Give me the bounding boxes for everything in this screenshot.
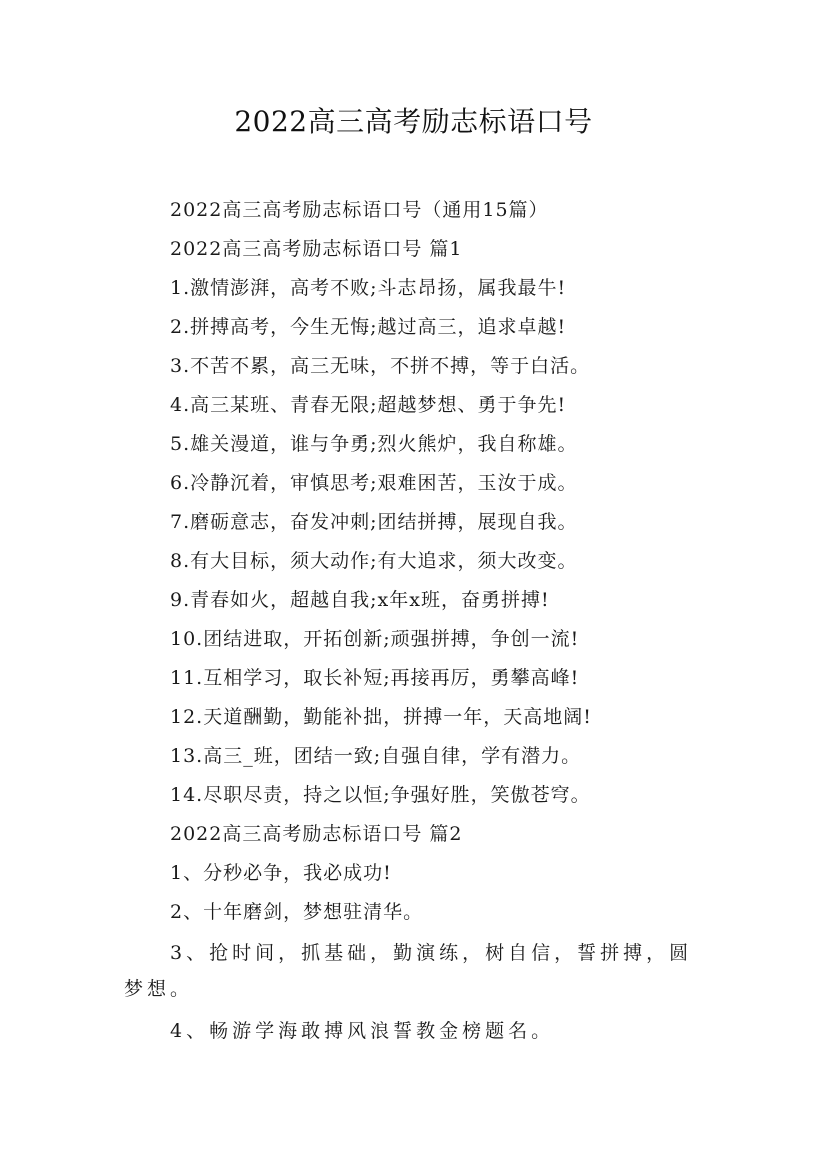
slogan-paragraph: 3、抢时间，抓基础，勤演练，树自信，誓拼搏，圆梦想。 (124, 942, 693, 1000)
slogan-line: 2、十年磨剑，梦想驻清华。 (170, 901, 424, 923)
slogan-line: 6.冷静沉着，审慎思考;艰难困苦，玉汝于成。 (170, 472, 578, 494)
subtitle-line: 2022高三高考励志标语口号（通用15篇） (170, 199, 549, 221)
section-heading: 2022高三高考励志标语口号 篇1 (170, 238, 463, 260)
slogan-line: 5.雄关漫道，谁与争勇;烈火熊炉，我自称雄。 (170, 433, 578, 455)
slogan-line: 11.互相学习，取长补短;再接再厉，勇攀高峰! (170, 667, 580, 689)
document-title: 2022高三高考励志标语口号 (234, 105, 593, 138)
slogan-line: 7.磨砺意志，奋发冲刺;团结拼搏，展现自我。 (170, 511, 578, 533)
slogan-line: 8.有大目标，须大动作;有大追求，须大改变。 (170, 550, 578, 572)
slogan-line: 1.激情澎湃，高考不败;斗志昂扬，属我最牛! (170, 277, 567, 299)
slogan-line: 1、分秒必争，我必成功! (170, 862, 392, 884)
slogan-paragraph: 4、畅游学海敢搏风浪誓教金榜题名。 (170, 1020, 555, 1042)
slogan-line: 10.团结进取，开拓创新;顽强拼搏，争创一流! (170, 628, 580, 650)
slogan-line: 9.青春如火，超越自我;x年x班，奋勇拼搏! (170, 589, 550, 611)
slogan-line: 12.天道酬勤，勤能补拙，拼搏一年，天高地阔! (170, 706, 592, 728)
slogan-line: 3.不苦不累，高三无味，不拼不搏，等于白活。 (170, 355, 591, 377)
section-heading: 2022高三高考励志标语口号 篇2 (170, 823, 463, 845)
document-body (124, 191, 714, 1049)
slogan-line: 2.拼搏高考，今生无悔;越过高三，追求卓越! (170, 316, 567, 338)
slogan-line: 13.高三_班，团结一致;自强自律，学有潜力。 (170, 745, 582, 767)
slogan-line: 14.尽职尽责，持之以恒;争强好胜，笑傲苍穹。 (170, 784, 591, 806)
slogan-line: 4.高三某班、青春无限;超越梦想、勇于争先! (170, 394, 567, 416)
